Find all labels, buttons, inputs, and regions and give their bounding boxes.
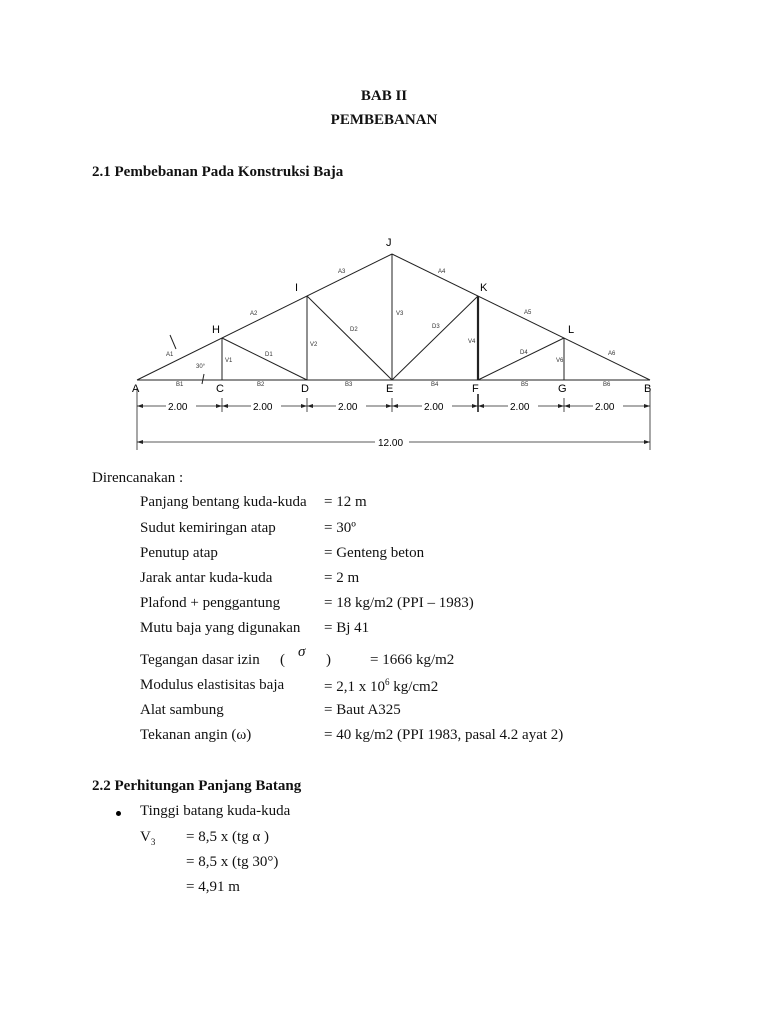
stress-value: = 1666 kg/m2 xyxy=(370,652,455,668)
variable-name: V xyxy=(140,829,151,845)
design-intro: Direncanakan : xyxy=(92,470,184,486)
angle-label: 30° xyxy=(196,364,206,370)
section-heading-1: 2.1 Pembebanan Pada Konstruksi Baja xyxy=(92,164,344,180)
design-value-spacing: = 2 m xyxy=(324,570,360,586)
diagonal-d2 xyxy=(307,296,392,380)
member-label-b4: B4 xyxy=(431,382,439,388)
node-label-h: H xyxy=(212,324,220,336)
member-label-a1: A1 xyxy=(166,352,174,358)
member-label-a2: A2 xyxy=(250,311,258,317)
member-label-a6: A6 xyxy=(608,351,616,357)
bullet-text: Tinggi batang kuda-kuda xyxy=(140,803,291,819)
design-label-spacing: Jarak antar kuda-kuda xyxy=(140,570,273,586)
variable-subscript: 3 xyxy=(150,837,156,847)
node-label-g: G xyxy=(558,383,567,395)
member-label-b5: B5 xyxy=(521,382,529,388)
design-value-connector: = Baut A325 xyxy=(324,702,401,718)
node-label-b: B xyxy=(644,383,652,395)
member-label-a5: A5 xyxy=(524,310,532,316)
modulus-exponent: 6 xyxy=(384,677,390,687)
total-span-label: 12.00 xyxy=(378,438,404,449)
design-label-connector: Alat sambung xyxy=(140,702,224,718)
node-label-a: A xyxy=(132,383,140,395)
design-value-slope: = 30º xyxy=(324,520,356,536)
design-label-wind: Tekanan angin (ω) xyxy=(140,727,252,743)
node-label-e: E xyxy=(386,383,394,395)
member-labels xyxy=(166,269,616,388)
member-label-v2: V2 xyxy=(310,342,318,348)
member-label-v1: V1 xyxy=(225,358,233,364)
truss-diagram xyxy=(120,228,660,453)
span-label-5: 2.00 xyxy=(510,402,530,413)
member-label-b3: B3 xyxy=(345,382,353,388)
member-label-b2: B2 xyxy=(257,382,265,388)
node-label-c: C xyxy=(216,383,224,395)
sigma-symbol: σ xyxy=(298,644,306,660)
member-label-d3: D3 xyxy=(432,324,440,330)
node-label-l: L xyxy=(568,324,575,336)
design-value-span: = 12 m xyxy=(324,494,367,510)
modulus-value-unit: kg/cm2 xyxy=(389,679,439,695)
member-label-b1: B1 xyxy=(176,382,184,388)
chapter-title: PEMBEBANAN xyxy=(330,112,438,128)
node-label-i: I xyxy=(295,282,299,294)
design-value-ceiling: = 18 kg/m2 (PPI – 1983) xyxy=(324,595,474,611)
equation-line-3: = 4,91 m xyxy=(186,879,240,895)
diagonal-d4 xyxy=(478,338,564,380)
member-label-a4: A4 xyxy=(438,269,446,275)
member-label-v3: V3 xyxy=(396,311,404,317)
angle-tick-top xyxy=(170,335,176,349)
member-label-d2: D2 xyxy=(350,327,358,333)
span-label-4: 2.00 xyxy=(424,402,444,413)
design-value-roof: = Genteng beton xyxy=(324,545,425,561)
equation-line-2: = 8,5 x (tg 30°) xyxy=(186,854,279,870)
top-chord-right xyxy=(392,254,650,380)
stress-label: Tegangan dasar izin xyxy=(140,652,260,668)
truss-members xyxy=(137,254,650,380)
design-label-slope: Sudut kemiringan atap xyxy=(140,520,276,536)
design-label-roof: Penutup atap xyxy=(140,545,218,561)
top-chord-left xyxy=(137,254,392,380)
design-label-span: Panjang bentang kuda-kuda xyxy=(140,494,307,510)
design-label-steel: Mutu baja yang digunakan xyxy=(140,620,301,636)
member-label-d1: D1 xyxy=(265,352,273,358)
design-label-ceiling: Plafond + penggantung xyxy=(140,595,281,611)
modulus-value xyxy=(324,677,438,696)
node-label-d: D xyxy=(301,383,309,395)
span-label-3: 2.00 xyxy=(338,402,358,413)
equation-line-1: = 8,5 x (tg α ) xyxy=(186,829,269,845)
section-heading-2: 2.2 Perhitungan Panjang Batang xyxy=(92,778,302,794)
angle-marks xyxy=(170,335,204,384)
node-label-k: K xyxy=(480,282,488,294)
variable-v3 xyxy=(140,829,155,847)
member-label-a3: A3 xyxy=(338,269,346,275)
modulus-value-base: = 2,1 x 10 xyxy=(324,679,385,695)
modulus-label: Modulus elastisitas baja xyxy=(140,677,285,693)
span-label-1: 2.00 xyxy=(168,402,188,413)
member-label-v4: V4 xyxy=(468,339,476,345)
stress-open-paren: ( xyxy=(280,652,285,668)
node-label-j: J xyxy=(386,237,392,249)
span-label-6: 2.00 xyxy=(595,402,615,413)
diagonal-d1 xyxy=(222,338,307,380)
bullet-icon xyxy=(116,811,121,816)
chapter-number: BAB II xyxy=(360,88,408,104)
angle-tick-bottom xyxy=(202,374,204,384)
design-value-steel: = Bj 41 xyxy=(324,620,370,636)
member-label-d4: D4 xyxy=(520,350,528,356)
node-label-f: F xyxy=(472,383,479,395)
span-label-2: 2.00 xyxy=(253,402,273,413)
stress-close-paren: ) xyxy=(326,652,331,668)
diagonal-d3 xyxy=(392,296,478,380)
member-label-v6: V6 xyxy=(556,358,564,364)
design-value-wind: = 40 kg/m2 (PPI 1983, pasal 4.2 ayat 2) xyxy=(324,727,564,743)
member-label-b6: B6 xyxy=(603,382,611,388)
